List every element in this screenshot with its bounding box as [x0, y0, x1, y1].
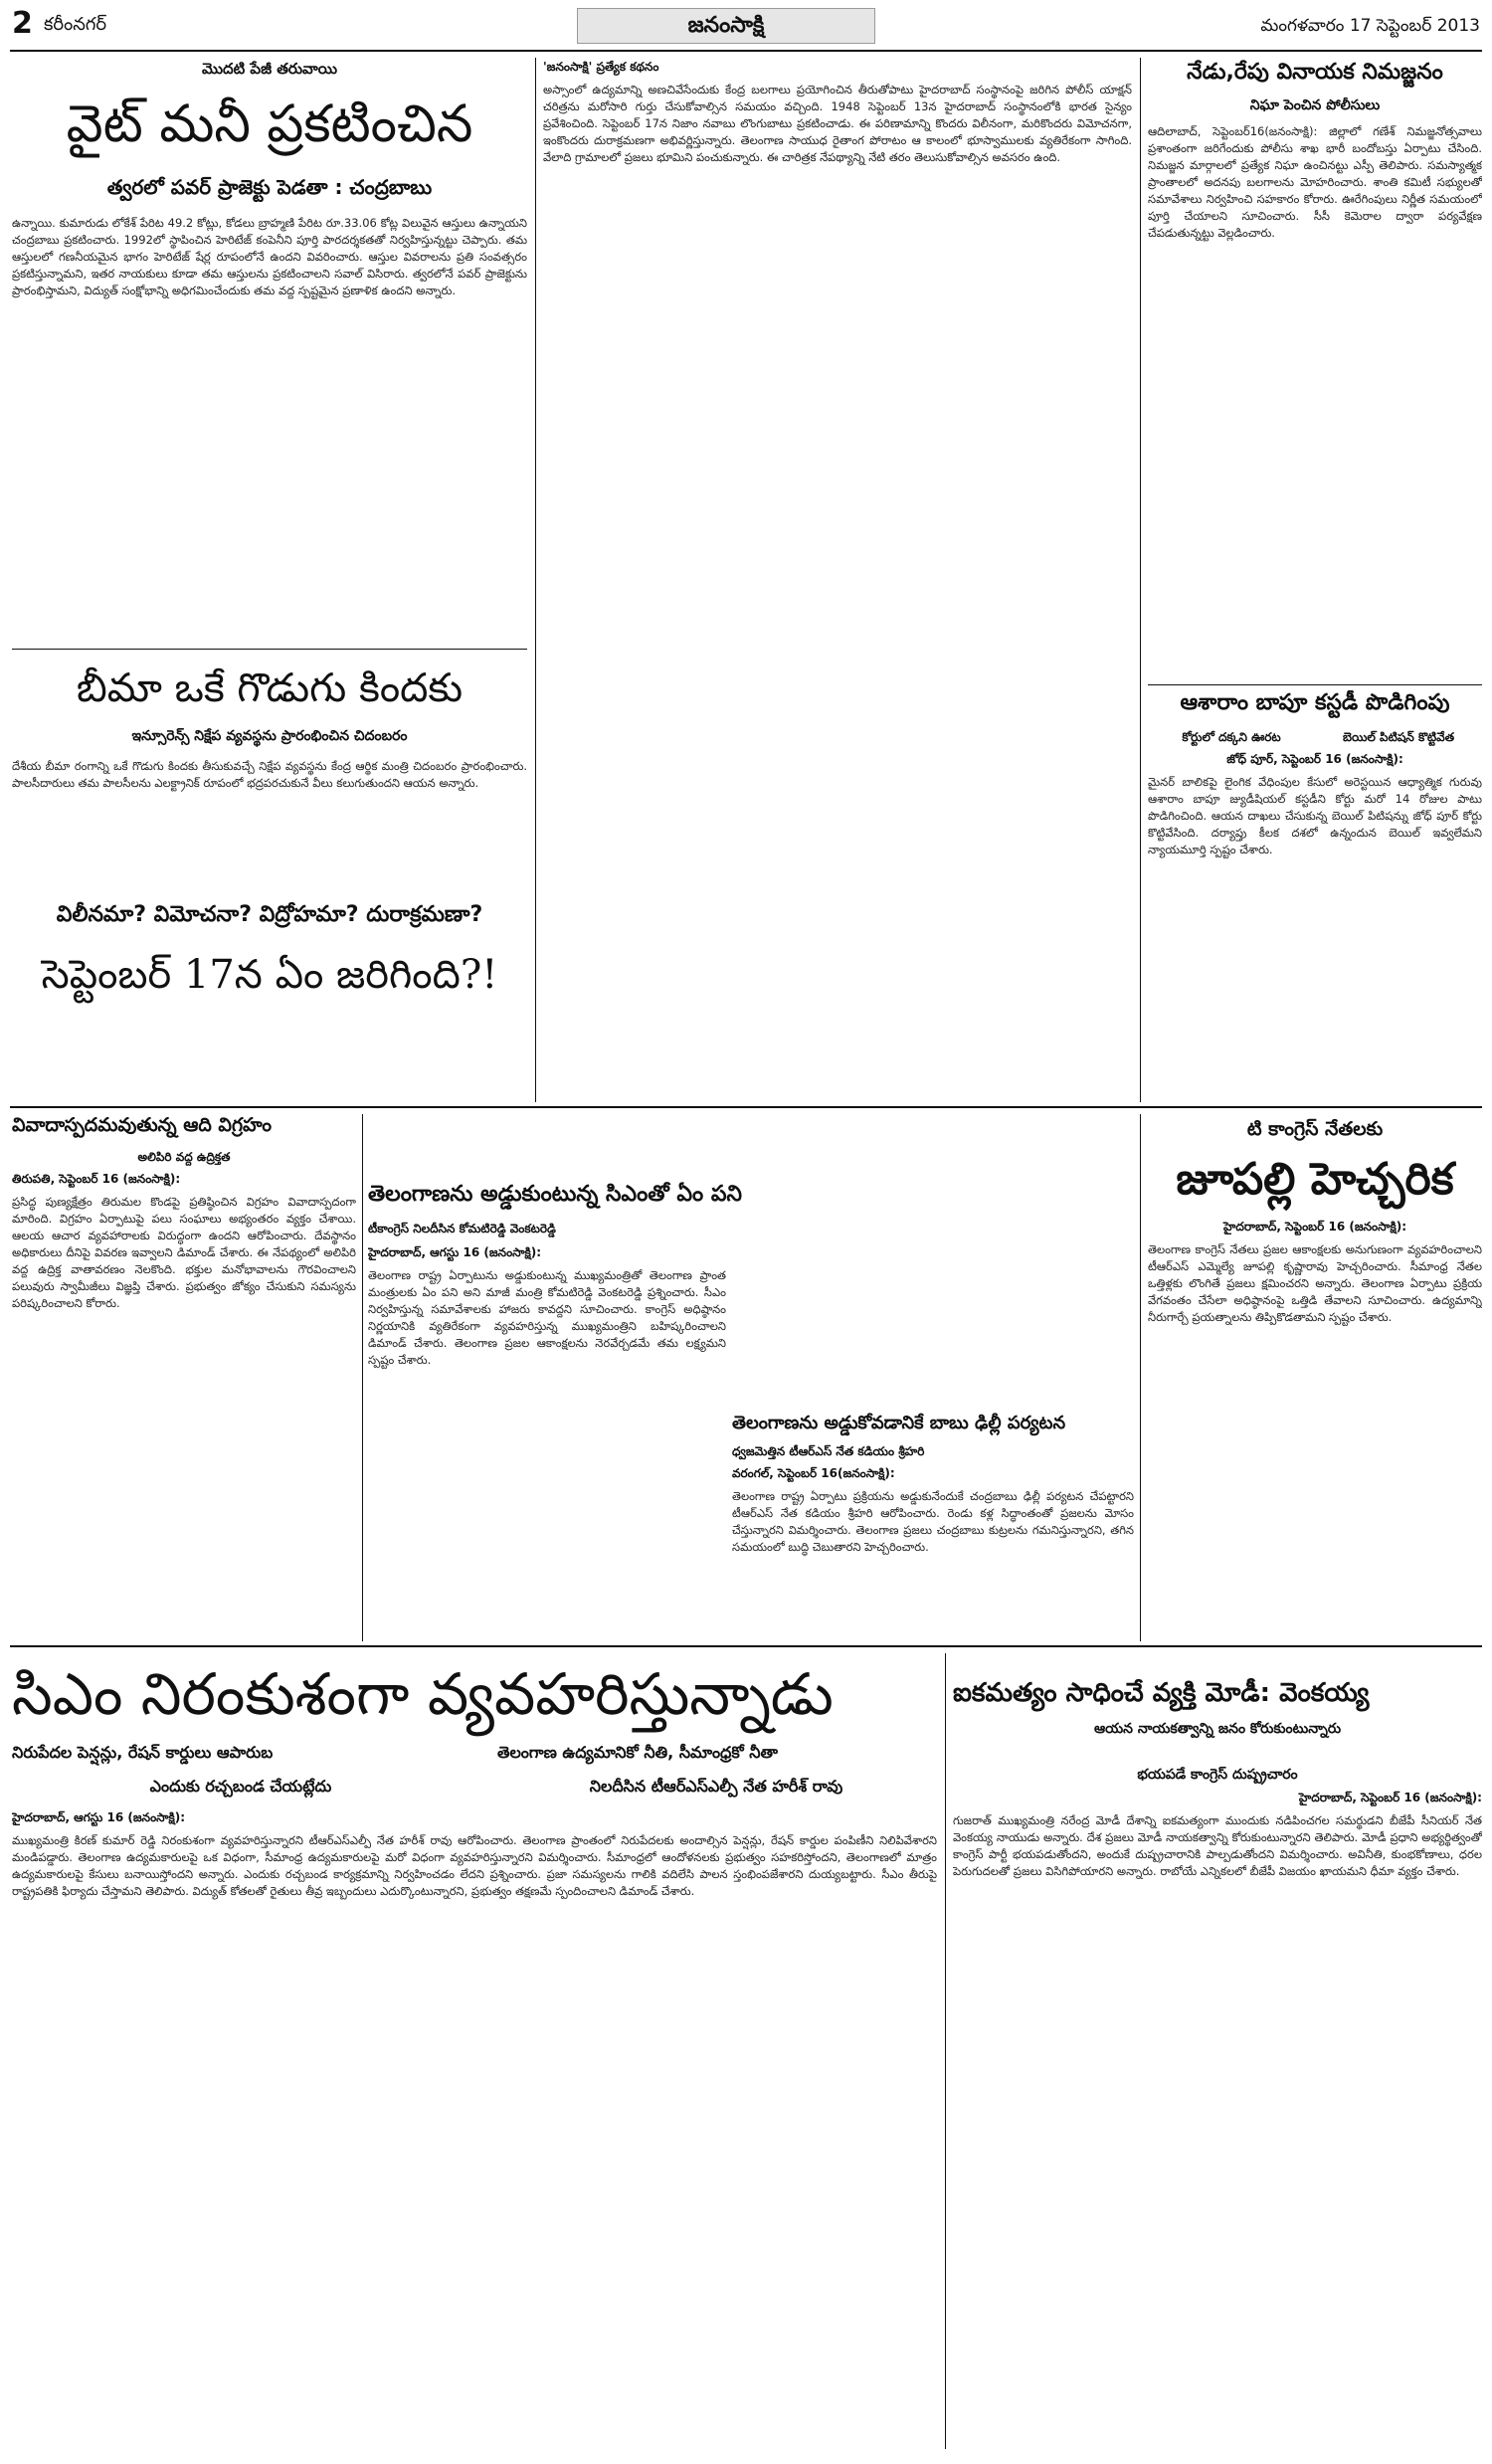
venkaiah-dateline: హైదరాబాద్, సెప్టెంబర్ 16 (జనంసాక్షి): — [1298, 1791, 1482, 1804]
white-money-text: ఉన్నాయి. కుమారుడు లోకేశ్ పేరిట 49.2 కోట్లు, కోడలు బ్రాహ్మణి పేరిట రూ.33.06 కోట్ల విలువైన ఆస్తులు ఉన్నాయని చంద్రబాబు ప్రకటించారు. 1992లో స్థాపించిన హెరిటేజ్ కంపెనీని పూర్తి పారదర్శకతతో నిర్వహిస్తున్నట్టు చెప్పారు. తమ ఆస్తులలో గణనీయమైన భాగం హెరిటేజ్ షేర్ల రూపంలోనే ఉందని వివరించారు. ఆస్తుల వివరాలను ప్రతి సంవత్సరం ప్రకటిస్తున్నామని, ఇతర నాయకులు కూడా తమ ఆస్తులను ప్రకటించాలని సవాల్ విసిరారు. త్వరలోనే పవర్ ప్రాజెక్టును ప్రారంభిస్తామని, విద్యుత్ సంక్షోభాన్ని అధిగమించేందుకు తమ వద్ద స్పష్టమైన ప్రణాళిక ఉందని అన్నారు. — [12, 216, 527, 297]
bima-headline: బీమా ఒకే గొడుగు కిందకు — [76, 665, 464, 711]
jupally-text: తెలంగాణ కాంగ్రెస్ నేతలు ప్రజల ఆకాంక్షలకు అనుగుణంగా వ్యవహరించాలని టీఆర్ఎస్ ఎమ్మెల్యే జూపల్లి కృష్ణారావు హెచ్చరించారు. సీమాంధ్ర నేతల ఒత్తిళ్లకు లొంగితే ప్రజలు క్షమించరని అన్నారు. తెలంగాణ ఏర్పాటు ప్రక్రియ వేగవంతం చేసేలా అధిష్ఠానంపై ఒత్తిడి తేవాలని సూచించారు. ఉద్యమాన్ని నీరుగార్చే ప్రయత్నాలను తిప్పికొడతామని స్పష్టం చేశారు. — [1148, 1242, 1482, 1324]
babu-delhi-text: తెలంగాణ రాష్ట్ర ఏర్పాటు ప్రక్రియను అడ్డుకునేందుకే చంద్రబాబు ఢిల్లీ పర్యటన చేపట్టారని టీఆర్ఎస్ నేత కడియం శ్రీహరి ఆరోపించారు. రెండు కళ్ల సిద్ధాంతంతో ప్రజలను మోసం చేస్తున్నారని విమర్శించారు. తెలంగాణ ప్రజలు చంద్రబాబు కుట్రలను గమనిస్తున్నారని, తగిన సమయంలో బుద్ధి చెబుతారని హెచ్చరించారు. — [732, 1489, 1134, 1554]
cm-subhead-left: నిరుపేదల పెన్షన్లు, రేషన్ కార్డులు ఆపారుబ — [12, 1743, 274, 1762]
cm-text: ముఖ్యమంత్రి కిరణ్ కుమార్ రెడ్డి నిరంకుశంగా వ్యవహరిస్తున్నారని టీఆర్ఎస్ఎల్పీ నేత హరీశ్ రావు ఆరోపించారు. తెలంగాణ ప్రాంతంలో నిరుపేదలకు అందాల్సిన పెన్షన్లు, రేషన్ కార్డుల పంపిణీని నిలిపివేశారని మండిపడ్డారు. తెలంగాణ ఉద్యమకారులపై ఒక విధంగా, సీమాంధ్ర ఉద్యమకారులపై మరో విధంగా వ్యవహరిస్తున్నారని విమర్శించారు. సీమాంధ్రలో ఆందోళనలకు ప్రభుత్వం సహకరిస్తోందని, తెలంగాణలో మాత్రం ఉద్యమకారులపై కేసులు బనాయిస్తోందని అన్నారు. ఎందుకు రచ్చబండ కార్యక్రమాన్ని నిర్వహించడం లేదని ప్రశ్నించారు. ప్రజా సమస్యలను గాలికి వదిలేసి పాలన స్తంభింపజేశారని దుయ్యబట్టారు. సీఎం తీరుపై రాష్ట్రపతికి ఫిర్యాదు చేస్తామని తెలిపారు. విద్యుత్ కోతలతో రైతులు తీవ్ర ఇబ్బందులు ఎదుర్కొంటున్నారని, ప్రభుత్వం తక్షణమే స్పందించాలని డిమాండ్ చేశారు. — [12, 1833, 937, 1898]
white-money-headline: వైట్ మనీ ప్రకటించిన — [66, 95, 473, 154]
babu-delhi-body — [732, 1488, 1134, 1637]
kiran-text: తెలంగాణ రాష్ట్ర ఏర్పాటును అడ్డుకుంటున్న ముఖ్యమంత్రితో తెలంగాణ ప్రాంత మంత్రులకు ఏం పని అని మాజీ మంత్రి కోమటిరెడ్డి వెంకటరెడ్డి ప్రశ్నించారు. సీఎం నిర్వహిస్తున్న సమావేశాలకు హాజరు కావద్దని సూచించారు. కాంగ్రెస్ అధిష్ఠానం నిర్ణయానికి వ్యతిరేకంగా వ్యవహరిస్తున్న ముఖ్యమంత్రిని బహిష్కరించాలని డిమాండ్ చేశారు. తెలంగాణ ప్రజల ఆకాంక్షలను నెరవేర్చడమే తమ లక్ష్యమని స్పష్టం చేశారు. — [368, 1268, 726, 1367]
venkaiah-text: గుజరాత్ ముఖ్యమంత్రి నరేంద్ర మోడీ దేశాన్ని ఐకమత్యంగా ముందుకు నడిపించగల సమర్థుడని బీజేపీ సీనియర్ నేత వెంకయ్య నాయుడు అన్నారు. దేశ ప్రజలు మోడీ నాయకత్వాన్ని కోరుకుంటున్నారని తెలిపారు. మోడీ ప్రధాని అభ్యర్థిత్వంతో కాంగ్రెస్ పార్టీ భయపడుతోందని, అందుకే దుష్ప్రచారానికి పాల్పడుతోందని విమర్శించారు. అవినీతి, కుంభకోణాలు, ధరల పెరుగుదలతో ప్రజలు విసిగిపోయారని అన్నారు. రాబోయే ఎన్నికలలో బీజేపీ విజయం ఖాయమని ధీమా వ్యక్తం చేశారు. — [953, 1813, 1482, 1878]
kiran-dateline: హైదరాబాద్, ఆగస్టు 16 (జనంసాక్షి): — [368, 1245, 542, 1259]
venkaiah-deck: భయపడే కాంగ్రెస్ దుష్ప్రచారం — [1137, 1767, 1298, 1783]
ganesh-body — [1148, 123, 1482, 680]
cm-deck-left: ఎందుకు రచ్చబండ చేయట్లేదు — [149, 1777, 332, 1796]
white-money-subhead: త్వరలో పవర్ ప్రాజెక్టు పెడతా : చంద్రబాబు — [106, 175, 433, 199]
divider — [1148, 684, 1482, 685]
bima-subhead: ఇన్సూరెన్స్ నిక్షేప వ్యవస్థను ప్రారంభించిన చిదంబరం — [131, 728, 408, 744]
white-money-body — [12, 215, 527, 645]
ganesh-text: ఆదిలాబాద్, సెప్టెంబర్16(జనంసాక్షి): జిల్లాలో గణేశ్ నిమజ్జనోత్సవాలు ప్రశాంతంగా జరిగేందుకు పోలీసు శాఖ భారీ బందోబస్తు ఏర్పాటు చేసింది. నిమజ్జన మార్గాలలో ప్రత్యేక నిఘా ఉంచినట్టు ఎస్పీ తెలిపారు. సమస్యాత్మక ప్రాంతాలలో అదనపు బలగాలను మోహరించారు. శాంతి కమిటీ సభ్యులతో సమావేశాలు నిర్వహించి సహకారం కోరారు. ఊరేగింపులు నిర్ణీత సమయంలో పూర్తి చేయాలని సూచించారు. సీసీ కెమెరాల ద్వారా పర్యవేక్షణ చేపడుతున్నట్టు వెల్లడించారు. — [1148, 124, 1482, 240]
header-rule — [10, 50, 1482, 52]
jupally-kicker: టి కాంగ్రెస్ నేతలకు — [1246, 1118, 1384, 1140]
column-rule — [535, 58, 536, 1102]
section-rule — [10, 1645, 1482, 1647]
venkaiah-headline: ఐకమత్యం సాధించే వ్యక్తి మోడీ: వెంకయ్య — [953, 1678, 1370, 1708]
kiran-subhead: టీకాంగ్రెస్ నిలదీసిన కోమటిరెడ్డి వెంకటరెడ్డి — [368, 1222, 556, 1235]
asaram-subhead-right: బెయిల్ పిటిషన్ కొట్టివేత — [1342, 730, 1455, 744]
idol-dateline: తిరుపతి, సెప్టెంబర్ 16 (జనంసాక్షి): — [12, 1172, 181, 1186]
ganesh-subhead: నిఘా పెంచిన పోలీసులు — [1249, 97, 1381, 113]
page-number: 2 — [12, 6, 33, 41]
masthead-title: జనంసాక్షి — [687, 13, 765, 38]
column-rule — [1140, 58, 1141, 1102]
idol-body — [12, 1194, 356, 1637]
idol-text: ప్రసిద్ధ పుణ్యక్షేత్రం తిరుమల కొండపై ప్రతిష్ఠించిన విగ్రహం వివాదాస్పదంగా మారింది. విగ్రహం ఏర్పాటుపై పలు సంఘాలు అభ్యంతరం వ్యక్తం చేశాయి. ఆలయ ఆచార వ్యవహారాలకు విరుద్ధంగా ఉందని ఆరోపించారు. దేవస్థానం అధికారులు దీనిపై వివరణ ఇవ్వాలని డిమాండ్ చేశారు. ఈ నేపథ్యంలో అలిపిరి వద్ద ఉద్రిక్త వాతావరణం నెలకొంది. భక్తుల మనోభావాలను గౌరవించాలని పలువురు స్వామీజీలు విజ్ఞప్తి చేశారు. ప్రభుత్వం జోక్యం చేసుకుని సమస్యను పరిష్కరించాలని కోరారు. — [12, 1195, 356, 1310]
issue-date: మంగళవారం 17 సెప్టెంబర్ 2013 — [1260, 16, 1480, 36]
babu-delhi-subhead: ధ్వజమెత్తిన టీఆర్ఎస్ నేత కడియం శ్రీహరి — [732, 1444, 925, 1458]
idol-reporter: అలిపిరి వద్ద ఉద్రిక్తత — [137, 1150, 231, 1164]
column-rule — [362, 1114, 363, 1641]
bima-text: దేశీయ బీమా రంగాన్ని ఒకే గొడుగు కిందకు తీసుకువచ్చే నిక్షేప వ్యవస్థను కేంద్ర ఆర్థిక మంత్రి చిదంబరం ప్రారంభించారు. పాలసీదారులు తమ పాలసీలను ఎలక్ట్రానిక్ రూపంలో భద్రపరచుకునే వీలు కలుగుతుందని ఆయన అన్నారు. — [12, 759, 527, 790]
babu-delhi-headline: తెలంగాణను అడ్డుకోవడానికే బాబు ఢిల్లీ పర్యటన — [732, 1413, 1066, 1433]
venkaiah-body — [953, 1812, 1482, 2449]
special-body — [543, 82, 1132, 1100]
masthead — [577, 8, 875, 44]
divider — [12, 649, 527, 650]
bima-body — [12, 758, 527, 885]
asaram-subhead-left: కోర్టులో దక్కని ఊరట — [1182, 730, 1281, 744]
white-money-kicker: మొదటి పేజీ తరువాయి — [201, 60, 338, 78]
section-rule — [10, 1106, 1482, 1108]
asaram-text: మైనర్ బాలికపై లైంగిక వేధింపుల కేసులో అరెస్టయిన ఆధ్యాత్మిక గురువు ఆశారాం బాపూ జ్యుడీషియల్ కస్టడీని కోర్టు మరో 14 రోజుల పాటు పొడిగించింది. ఆయన దాఖలు చేసుకున్న బెయిల్ పిటిషన్ను జోధ్ పూర్ కోర్టు కొట్టివేసింది. దర్యాప్తు కీలక దశలో ఉన్నందున బెయిల్ ఇవ్వలేమని న్యాయమూర్తి స్పష్టం చేశారు. — [1148, 775, 1482, 856]
kiran-headline: తెలంగాణను అడ్డుకుంటున్న సిఎంతో ఏం పని — [368, 1182, 742, 1207]
column-rule — [1140, 1114, 1141, 1641]
cm-headline: సిఎం నిరంకుశంగా వ్యవహరిస్తున్నాడు — [12, 1660, 834, 1728]
cm-subhead-right: తెలంగాణ ఉద్యమానికో నీతి, సీమాంధ్రకో నీతా — [497, 1743, 778, 1762]
column-rule — [945, 1653, 946, 2449]
special-text: అస్సాంలో ఉద్యమాన్ని అణచివేసేందుకు కేంద్ర బలగాలు ప్రయోగించిన తీరుతోపాటు హైదరాబాద్ సంస్థానంపై జరిగిన పోలీస్ యాక్షన్ చరిత్రను మరోసారి గుర్తు చేసుకోవాల్సిన సమయం వచ్చింది. 1948 సెప్టెంబర్ 13న హైదరాబాద్ సంస్థానంలోకి భారత సైన్యం ప్రవేశించింది. సెప్టెంబర్ 17న నిజాం నవాబు లొంగుబాటు ప్రకటించాడు. ఈ పరిణామాన్ని కొందరు విలీనంగా, మరికొందరు విమోచనగా, ఇంకొందరు దురాక్రమణగా అభివర్ణిస్తున్నారు. తెలంగాణ సాయుధ రైతాంగ పోరాటం ఆ కాలంలో భూస్వాములకు వ్యతిరేకంగా సాగింది. వేలాది గ్రామాలలో ప్రజలు భూమిని పంచుకున్నారు. ఈ చారిత్రక నేపథ్యాన్ని నేటి తరం తెలుసుకోవాల్సిన అవసరం ఉంది. — [543, 83, 1132, 164]
cm-deck-right: నిలదీసిన టీఆర్ఎస్ఎల్పీ నేత హరీశ్ రావు — [589, 1777, 843, 1796]
jupally-headline: జూపల్లి హెచ్చరిక — [1176, 1154, 1454, 1205]
jupally-dateline: హైదరాబాద్, సెప్టెంబర్ 16 (జనంసాక్షి): — [1222, 1220, 1407, 1233]
asaram-body — [1148, 774, 1482, 1100]
question-line: విలీనమా? విమోచనా? విద్రోహమా? దురాక్రమణా? — [56, 902, 483, 927]
edition-name: కరీంనగర్ — [44, 14, 106, 35]
cm-body — [12, 1832, 937, 2449]
kiran-body — [368, 1267, 726, 1637]
special-kicker: 'జనంసాక్షి' ప్రత్యేక కథనం — [543, 60, 659, 74]
ganesh-headline: నేడు,రేపు వినాయక నిమజ్జనం — [1187, 60, 1443, 85]
jupally-body — [1148, 1241, 1482, 1637]
babu-delhi-dateline: వరంగల్, సెప్టెంబర్ 16(జనంసాక్షి): — [732, 1466, 895, 1480]
idol-headline: వివాదాస్పదమవుతున్న ఆది విగ్రహం — [12, 1114, 273, 1136]
cm-dateline: హైదరాబాద్, ఆగస్టు 16 (జనంసాక్షి): — [12, 1810, 186, 1824]
asaram-dateline: జోధ్ పూర్, సెప్టెంబర్ 16 (జనంసాక్షి): — [1226, 752, 1403, 766]
september-17-headline: సెప్టెంబర్ 17న ఏం జరిగింది?! — [41, 952, 498, 998]
asaram-headline: ఆశారాం బాపూ కస్టడీ పొడిగింపు — [1180, 690, 1450, 715]
venkaiah-subhead: ఆయన నాయకత్వాన్ని జనం కోరుకుంటున్నారు — [1093, 1721, 1342, 1737]
